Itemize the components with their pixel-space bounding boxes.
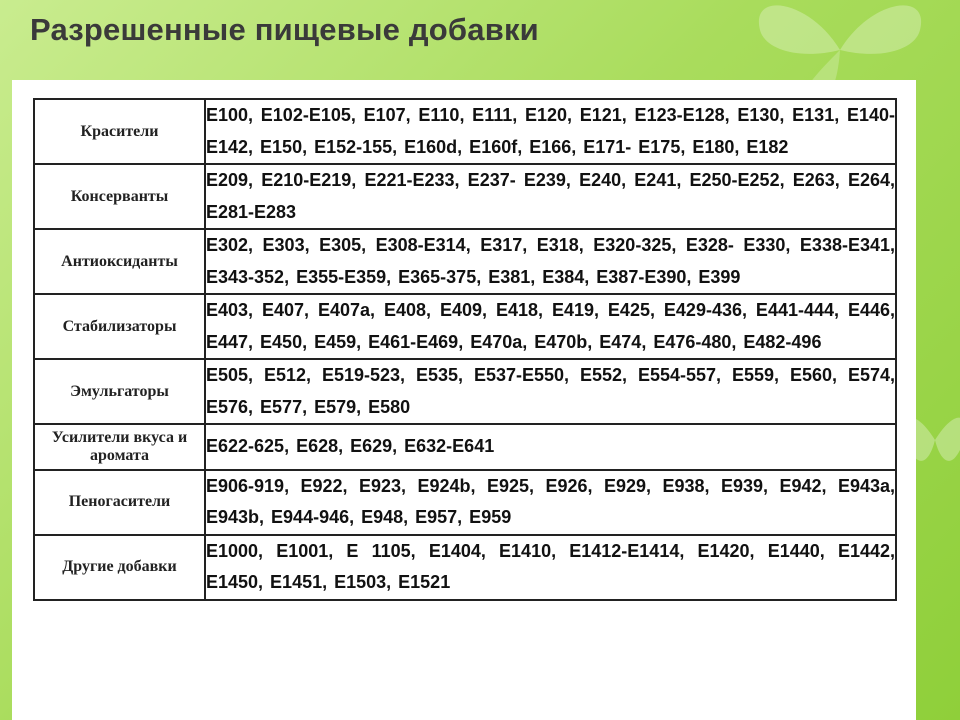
category-label: Стабилизаторы [34, 294, 205, 359]
category-label: Усилители вкуса и аромата [34, 424, 205, 470]
table-row [34, 535, 896, 600]
category-label: Консерванты [34, 164, 205, 229]
additives-table [33, 98, 897, 601]
codes-cell: E403, E407, E407a, E408, E409, E418, E419, E425, E429-436, E441-444, E446, E447, E450, E459, E461-E469, E470a, E470b, E474, E476-480, E482-496 [205, 294, 896, 359]
category-label: Красители [34, 99, 205, 164]
table-row [34, 229, 896, 294]
table-row [34, 424, 896, 470]
codes-cell: E100, E102-E105, E107, E110, E111, E120, E121, E123-E128, E130, E131, E140-E142, E150, E152-155, E160d, E160f, E166, E171- E175, E180, E182 [205, 99, 896, 164]
table-row [34, 294, 896, 359]
codes-cell: E622-625, E628, E629, E632-E641 [205, 424, 896, 470]
table-row [34, 359, 896, 424]
content-panel [12, 80, 916, 720]
table-row [34, 164, 896, 229]
codes-cell: E505, E512, E519-523, E535, E537-E550, E552, E554-557, E559, E560, E574, E576, E577, E579, E580 [205, 359, 896, 424]
codes-cell: E302, E303, E305, E308-E314, E317, E318, E320-325, E328- E330, E338-E341, E343-352, E355-E359, E365-375, E381, E384, E387-E390, E399 [205, 229, 896, 294]
page-title: Разрешенные пищевые добавки [30, 12, 539, 47]
codes-cell: E906-919, E922, E923, E924b, E925, E926, E929, E938, E939, E942, E943a, E943b, E944-946, E948, E957, E959 [205, 470, 896, 535]
codes-cell: E209, E210-E219, E221-E233, E237- E239, E240, E241, E250-E252, E263, E264, E281-E283 [205, 164, 896, 229]
category-label: Антиоксиданты [34, 229, 205, 294]
category-label: Эмульгаторы [34, 359, 205, 424]
table-row [34, 470, 896, 535]
codes-cell: E1000, E1001, E 1105, E1404, E1410, E1412-E1414, E1420, E1440, E1442, E1450, E1451, E1503, E1521 [205, 535, 896, 600]
table-row [34, 99, 896, 164]
category-label: Другие добавки [34, 535, 205, 600]
category-label: Пеногасители [34, 470, 205, 535]
